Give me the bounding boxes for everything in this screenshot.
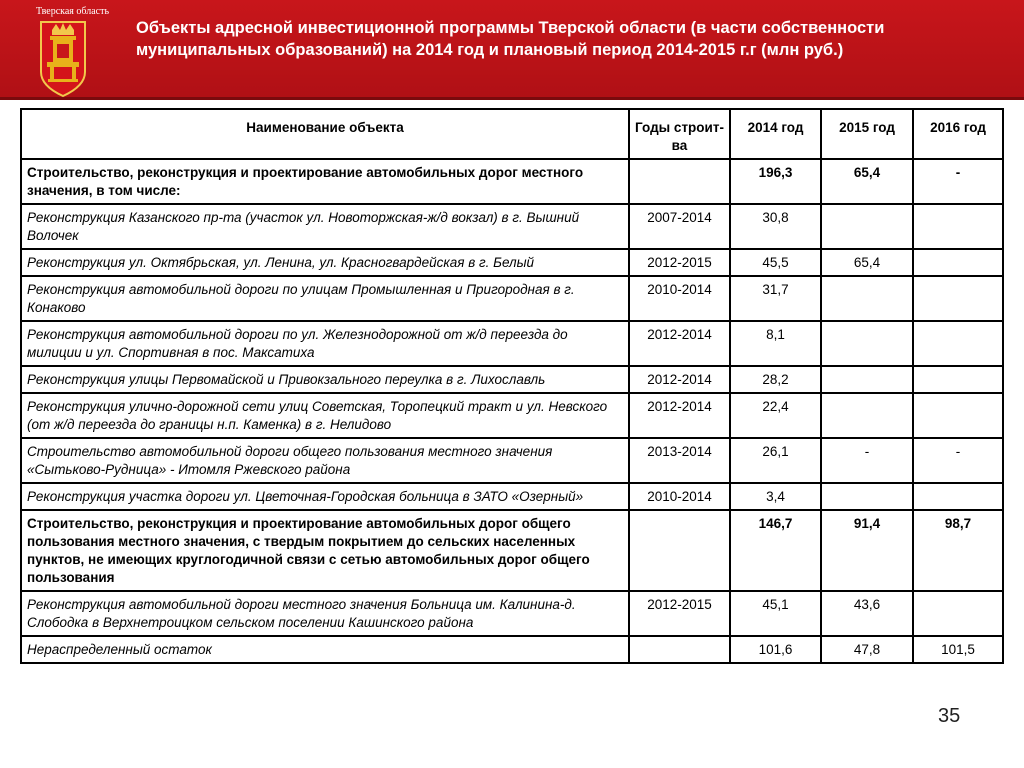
row-years xyxy=(629,159,730,204)
row-2016 xyxy=(913,591,1003,636)
table-row xyxy=(21,366,1003,393)
row-name: Реконструкция автомобильной дороги по ул. Железнодорожной от ж/д переезда до милиции и ул. Спортивная в пос. Максатиха xyxy=(21,321,629,366)
table-row xyxy=(21,204,1003,249)
column-header-2014: 2014 год xyxy=(730,109,821,159)
row-years: 2013-2014 xyxy=(629,438,730,483)
page-title xyxy=(136,17,1006,61)
row-2014: 26,1 xyxy=(730,438,821,483)
tver-coat-of-arms-icon xyxy=(38,20,88,98)
row-2014: 31,7 xyxy=(730,276,821,321)
table-row xyxy=(21,321,1003,366)
table-row xyxy=(21,483,1003,510)
row-years: 2010-2014 xyxy=(629,483,730,510)
row-2016: - xyxy=(913,159,1003,204)
title-line-2: муниципальных образований) на 2014 год и плановый период 2014-2015 г.г (млн руб.) xyxy=(136,41,844,59)
row-2016: - xyxy=(913,438,1003,483)
row-2016 xyxy=(913,204,1003,249)
row-name: Реконструкция автомобильной дороги по улицам Промышленная и Пригородная в г. Конаково xyxy=(21,276,629,321)
column-header-name: Наименование объекта xyxy=(21,109,629,159)
table-row xyxy=(21,249,1003,276)
row-2015: 65,4 xyxy=(821,249,913,276)
title-line-1: Объекты адресной инвестиционной программы Тверской области (в части собственности xyxy=(136,19,885,37)
table-row xyxy=(21,393,1003,438)
row-years xyxy=(629,636,730,663)
row-name: Строительство, реконструкция и проектирование автомобильных дорог местного значения, в том числе: xyxy=(21,159,629,204)
row-years: 2007-2014 xyxy=(629,204,730,249)
row-2014: 45,5 xyxy=(730,249,821,276)
row-2016 xyxy=(913,366,1003,393)
row-years: 2012-2014 xyxy=(629,321,730,366)
row-2015 xyxy=(821,321,913,366)
row-2015 xyxy=(821,366,913,393)
table-row xyxy=(21,636,1003,663)
row-name: Реконструкция ул. Октябрьская, ул. Ленина, ул. Красногвардейская в г. Белый xyxy=(21,249,629,276)
row-2014: 8,1 xyxy=(730,321,821,366)
row-years: 2012-2015 xyxy=(629,591,730,636)
row-name: Строительство, реконструкция и проектирование автомобильных дорог общего пользования местного значения, с твердым покрытием до сельских населенных пунктов, не имеющих круглогодичной связи с сетью автомобильных дорог общего пользования xyxy=(21,510,629,591)
row-2014: 3,4 xyxy=(730,483,821,510)
row-2015 xyxy=(821,393,913,438)
row-name: Реконструкция улицы Первомайской и Привокзального переулка в г. Лихославль xyxy=(21,366,629,393)
row-2014: 146,7 xyxy=(730,510,821,591)
row-2016 xyxy=(913,321,1003,366)
row-years: 2012-2015 xyxy=(629,249,730,276)
row-2015 xyxy=(821,276,913,321)
row-2015 xyxy=(821,483,913,510)
row-2015 xyxy=(821,204,913,249)
table-row xyxy=(21,159,1003,204)
column-header-years: Годы строит-ва xyxy=(629,109,730,159)
row-2014: 22,4 xyxy=(730,393,821,438)
table-row xyxy=(21,510,1003,591)
row-name: Реконструкция Казанского пр-та (участок ул. Новоторжская-ж/д вокзал) в г. Вышний Волочек xyxy=(21,204,629,249)
row-2016 xyxy=(913,249,1003,276)
row-2016: 101,5 xyxy=(913,636,1003,663)
row-2014: 28,2 xyxy=(730,366,821,393)
region-label: Тверская область xyxy=(36,6,110,17)
page-number: 35 xyxy=(938,705,961,727)
row-2015: 65,4 xyxy=(821,159,913,204)
table-header-row xyxy=(21,109,1003,159)
table-row xyxy=(21,591,1003,636)
row-years: 2012-2014 xyxy=(629,366,730,393)
row-2014: 45,1 xyxy=(730,591,821,636)
row-name: Реконструкция улично-дорожной сети улиц Советская, Торопецкий тракт и ул. Невского (от ж/д переезда до границы н.п. Каменка) в г. Нелидово xyxy=(21,393,629,438)
row-2016: 98,7 xyxy=(913,510,1003,591)
table-row xyxy=(21,438,1003,483)
column-header-2016: 2016 год xyxy=(913,109,1003,159)
row-2014: 30,8 xyxy=(730,204,821,249)
row-2015: - xyxy=(821,438,913,483)
row-2015: 91,4 xyxy=(821,510,913,591)
row-years: 2012-2014 xyxy=(629,393,730,438)
row-name: Нераспределенный остаток xyxy=(21,636,629,663)
column-header-2015: 2015 год xyxy=(821,109,913,159)
row-years: 2010-2014 xyxy=(629,276,730,321)
investment-table xyxy=(20,108,1004,664)
row-2014: 101,6 xyxy=(730,636,821,663)
table-row xyxy=(21,276,1003,321)
row-name: Строительство автомобильной дороги общего пользования местного значения «Сытьково-Рудница» - Итомля Ржевского района xyxy=(21,438,629,483)
row-2016 xyxy=(913,276,1003,321)
row-name: Реконструкция участка дороги ул. Цветочная-Городская больница в ЗАТО «Озерный» xyxy=(21,483,629,510)
row-2016 xyxy=(913,393,1003,438)
row-2015: 43,6 xyxy=(821,591,913,636)
row-2014: 196,3 xyxy=(730,159,821,204)
row-2015: 47,8 xyxy=(821,636,913,663)
row-2016 xyxy=(913,483,1003,510)
header-divider xyxy=(0,97,1024,100)
row-name: Реконструкция автомобильной дороги местного значения Больница им. Калинина-д. Слободка в Верхнетроицком сельском поселении Кашинского района xyxy=(21,591,629,636)
row-years xyxy=(629,510,730,591)
